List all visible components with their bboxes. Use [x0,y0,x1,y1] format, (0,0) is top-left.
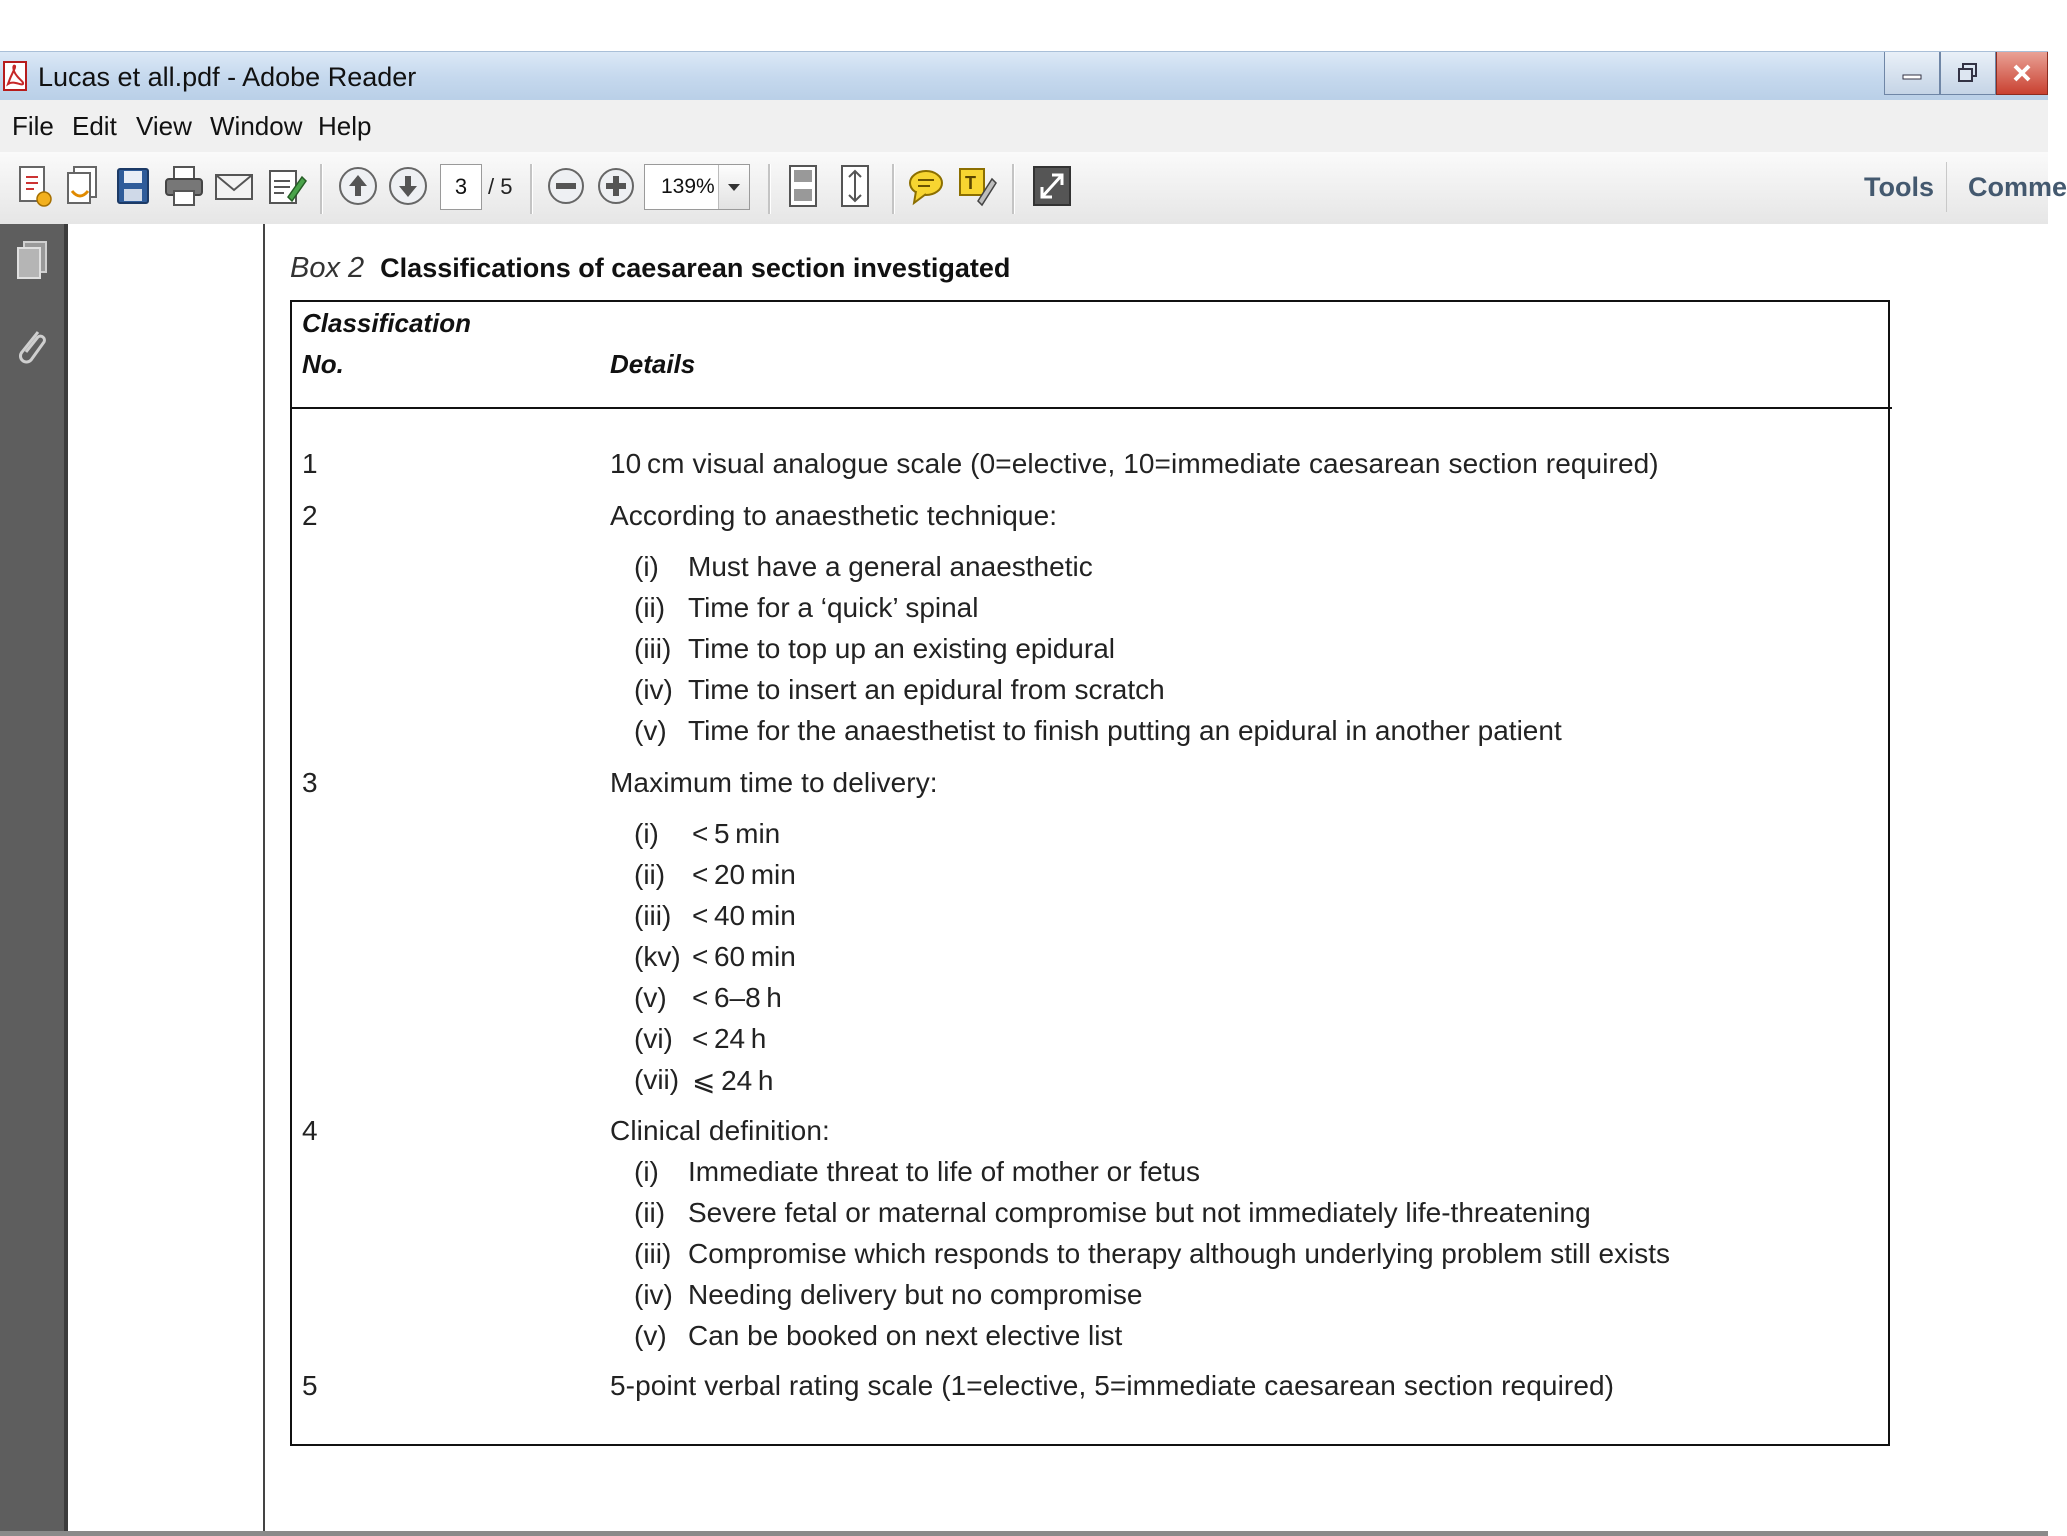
row-number: 4 [302,1115,318,1146]
fit-page-icon[interactable] [782,163,826,209]
item-roman: (v) [634,1320,667,1351]
zoom-in-icon[interactable] [594,163,638,209]
toolbar-separator [530,164,533,214]
page-edge [263,224,265,1536]
zoom-out-icon[interactable] [544,163,588,209]
item-roman: (iv) [634,674,673,705]
toolbar-separator [768,164,771,214]
item-roman: (v) [634,715,667,746]
row-detail: According to anaesthetic technique: [610,500,1058,531]
menu-window[interactable]: Window [210,111,303,141]
menu-help[interactable]: Help [318,111,372,141]
box-caption [290,252,1010,285]
tools-button[interactable]: Tools [1864,172,1934,202]
toolbar-separator [892,164,895,214]
item-text: < 24 h [692,1023,767,1054]
row-number: 5 [302,1370,318,1401]
toolbar-separator [1946,162,1947,212]
table-header-rule [290,407,1892,409]
row-detail: Maximum time to delivery: [610,767,938,798]
item-text: Severe fetal or maternal compromise but not immediately life-threatening [688,1197,1591,1228]
item-roman: (kv) [634,941,681,972]
restore-icon [1957,62,1979,84]
close-button[interactable] [1996,52,2048,95]
item-text: Needing delivery but no compromise [688,1279,1143,1310]
item-text: Time to insert an epidural from scratch [688,674,1165,705]
edit-icon[interactable] [264,163,308,209]
item-roman: (i) [634,818,659,849]
box-title: Classifications of caesarean section investigated [380,253,1011,283]
item-text: Time for a ‘quick’ spinal [688,592,979,623]
item-text: < 6–8 h [692,982,782,1013]
status-strip [0,1531,2048,1536]
zoom-select[interactable] [644,164,750,210]
toolbar-separator [1012,164,1015,214]
previous-page-icon[interactable] [336,163,380,209]
row-detail: Clinical definition: [610,1115,830,1146]
row-detail: 10 cm visual analogue scale (0=elective, 10=immediate caesarean section required) [610,448,1659,479]
item-roman: (vii) [634,1064,680,1095]
item-text: ⩽ 24 h [692,1065,774,1096]
menu-file[interactable]: File [12,111,54,141]
print-icon[interactable] [162,163,206,209]
header-no: No. [302,349,344,379]
restore-button[interactable] [1940,52,1996,95]
item-roman: (i) [634,1156,659,1187]
fit-width-icon[interactable] [834,163,878,209]
comment-button[interactable]: Comme [1968,172,2067,202]
pages-panel-icon[interactable] [14,240,50,284]
row-detail: 5-point verbal rating scale (1=elective, 5=immediate caesarean section required) [610,1370,1615,1401]
fullscreen-icon[interactable] [1030,163,1074,209]
toolbar-separator [320,164,323,214]
next-page-icon[interactable] [386,163,430,209]
item-roman: (iv) [634,1279,673,1310]
item-roman: (iii) [634,633,672,664]
attachments-icon[interactable] [14,324,50,368]
item-text: Immediate threat to life of mother or fetus [688,1156,1201,1187]
window-controls [1884,52,2048,96]
item-roman: (iii) [634,1238,672,1269]
close-icon [2012,63,2032,83]
item-text: Must have a general anaesthetic [688,551,1093,582]
email-icon[interactable] [212,163,256,209]
save-icon[interactable] [112,163,156,209]
menu-bar [0,100,2048,153]
item-text: < 20 min [692,859,796,890]
row-number: 3 [302,767,318,798]
header-classification: Classification [302,308,472,338]
title-bar [0,51,2048,101]
item-text: Time to top up an existing epidural [688,633,1115,664]
zoom-value: 139% [661,175,715,198]
chevron-down-icon[interactable] [718,165,749,209]
item-roman: (vi) [634,1023,673,1054]
item-roman: (v) [634,982,667,1013]
navigation-pane [0,224,68,1536]
box-label: Box 2 [290,252,365,284]
item-roman: (iii) [634,900,672,931]
page-total: / 5 [488,174,513,199]
menu-view[interactable]: View [136,111,192,141]
item-roman: (ii) [634,859,666,890]
combine-files-icon[interactable] [62,163,106,209]
menu-edit[interactable]: Edit [72,111,117,141]
item-text: < 5 min [692,818,781,849]
header-details: Details [610,349,696,379]
item-roman: (ii) [634,592,666,623]
adobe-reader-icon [2,60,30,92]
item-text: < 60 min [692,941,796,972]
create-pdf-icon[interactable] [12,163,56,209]
page-number-input[interactable]: 3 [440,164,482,210]
svg-text:T: T [965,173,976,193]
row-number: 1 [302,448,318,479]
window-title: Lucas et all.pdf - Adobe Reader [38,62,417,92]
row-number: 2 [302,500,318,531]
comment-icon[interactable] [904,163,948,209]
highlight-icon[interactable] [954,163,998,209]
item-text: Compromise which responds to therapy although underlying problem still exists [688,1238,1671,1269]
item-roman: (ii) [634,1197,666,1228]
minimize-icon [1901,66,1923,80]
minimize-button[interactable] [1884,52,1940,95]
item-roman: (i) [634,551,659,582]
item-text: < 40 min [692,900,796,931]
item-text: Can be booked on next elective list [688,1320,1123,1351]
item-text: Time for the anaesthetist to finish putting an epidural in another patient [688,715,1562,746]
